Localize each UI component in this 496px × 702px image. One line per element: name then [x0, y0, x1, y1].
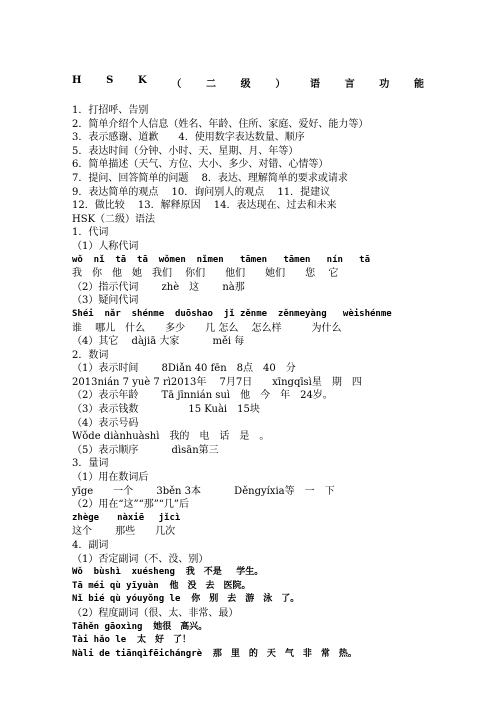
title-char: K — [138, 75, 147, 86]
title-char: 语 — [309, 79, 320, 90]
text-line: 1．打招呼、告别 — [72, 105, 149, 116]
text-line: （1）人称代词 — [72, 240, 139, 252]
text-line: 12．做比较 13．解释原因 14．表达现在、过去和未来 — [72, 200, 337, 212]
title-char: 级 — [240, 79, 251, 90]
document-body — [72, 104, 472, 661]
title-char: （ — [171, 79, 182, 90]
text-line: （2）程度副词（很、太、非常、最） — [72, 607, 239, 619]
text-line: yīge 一个 3běn 3本 Děngyíxia等 一 下 — [72, 485, 335, 497]
text-line: Tā méi qù yīyuàn 他 没 去 医院。 — [72, 580, 251, 591]
title-char: 言 — [344, 79, 355, 90]
text-line: （2）表示年龄 Tā jīnnián suì 他 今 年 24岁。 — [72, 390, 333, 402]
text-line: Shéi nǎr shénme duōshao jǐ zěnme zěnmeyàng wèishénme — [72, 308, 392, 319]
text-line: （5）表示顺序 dìsān第三 — [72, 444, 219, 456]
text-line: Tāhěn gāoxìng 她很 高兴。 — [72, 621, 208, 632]
title-char: 能 — [413, 79, 424, 90]
text-line: Tài hǎo le 太 好 了！ — [72, 635, 192, 646]
title-char: H — [72, 75, 82, 86]
text-line: 3．量词 — [72, 458, 109, 470]
title-char: 二 — [206, 79, 217, 90]
text-line: Nǐ bié qù yóuyǒng le 你 别 去 游 泳 了。 — [72, 594, 300, 605]
text-line: 5．表达时间（分钟、小时、天、星期、月、年等） — [72, 145, 299, 157]
title-char: 功 — [379, 79, 390, 90]
text-line: 我 你 他 她 我们 你们 他们 她们 您 它 — [72, 268, 339, 280]
text-line: 2013nián 7 yuè 7 rì2013年 7月7日 xīngqīsì星 期 四 — [72, 376, 362, 388]
text-line: Wǒ bùshì xuésheng 我 不是 学生。 — [72, 567, 264, 578]
text-line: （1）否定副词（不、没、别） — [72, 553, 209, 565]
text-line: （3）表示钱数 15 Kuài 15块 — [72, 404, 260, 416]
text-line: 这个 那些 几次 — [72, 526, 176, 538]
text-line: （1）表示时间 8Diǎn 40 fēn 8点 40 分 — [72, 363, 296, 375]
text-line: 2．数词 — [72, 349, 109, 361]
document-title — [72, 75, 424, 90]
text-line: 6．简单描述（天气、方位、大小、多少、对错、心情等） — [72, 159, 329, 171]
text-line: HSK（二级）语法 — [72, 213, 156, 225]
text-line: （4）表示号码 — [72, 417, 139, 429]
text-line: 4．副词 — [72, 540, 109, 551]
text-line: Wǒde diànhuàshì 我的 电 话 是 。 — [72, 431, 270, 443]
title-char: ） — [275, 79, 286, 90]
text-line: 9．表达简单的观点 10．询问别人的观点 11．提建议 — [72, 186, 331, 198]
text-line: （3）疑问代词 — [72, 295, 139, 307]
text-line: （4）其它 dàjiā 大家 měi 每 — [72, 336, 245, 348]
text-line: 2．简单介绍个人信息（姓名、年龄、住所、家庭、爱好、能力等） — [72, 118, 369, 130]
text-line: zhège nàxiē jǐcì — [72, 512, 181, 523]
text-line: （1）用在数词后 — [72, 472, 149, 484]
text-line: 1．代词 — [72, 227, 109, 239]
text-line: 3．表示感谢、道歉 4．使用数字表达数量、顺序 — [72, 132, 305, 144]
text-line: 7．提问、回答简单的问题 8．表达、理解简单的要求或请求 — [72, 172, 348, 184]
title-char: S — [106, 75, 114, 86]
text-line: Nàli de tiānqìfēichángrè 那 里 的 天 气 非 常 热。 — [72, 648, 357, 659]
text-line: 谁 哪儿 什么 多少 几 怎么 怎么样 为什么 — [72, 322, 342, 334]
text-line: （2）指示代词 zhè 这 nà那 — [72, 281, 245, 293]
text-line: wǒ nǐ tā tā wǒmen nǐmen tāmen tāmen nín tā — [72, 254, 371, 265]
text-line: （2）用在“这”“那”“几”后 — [72, 499, 190, 511]
